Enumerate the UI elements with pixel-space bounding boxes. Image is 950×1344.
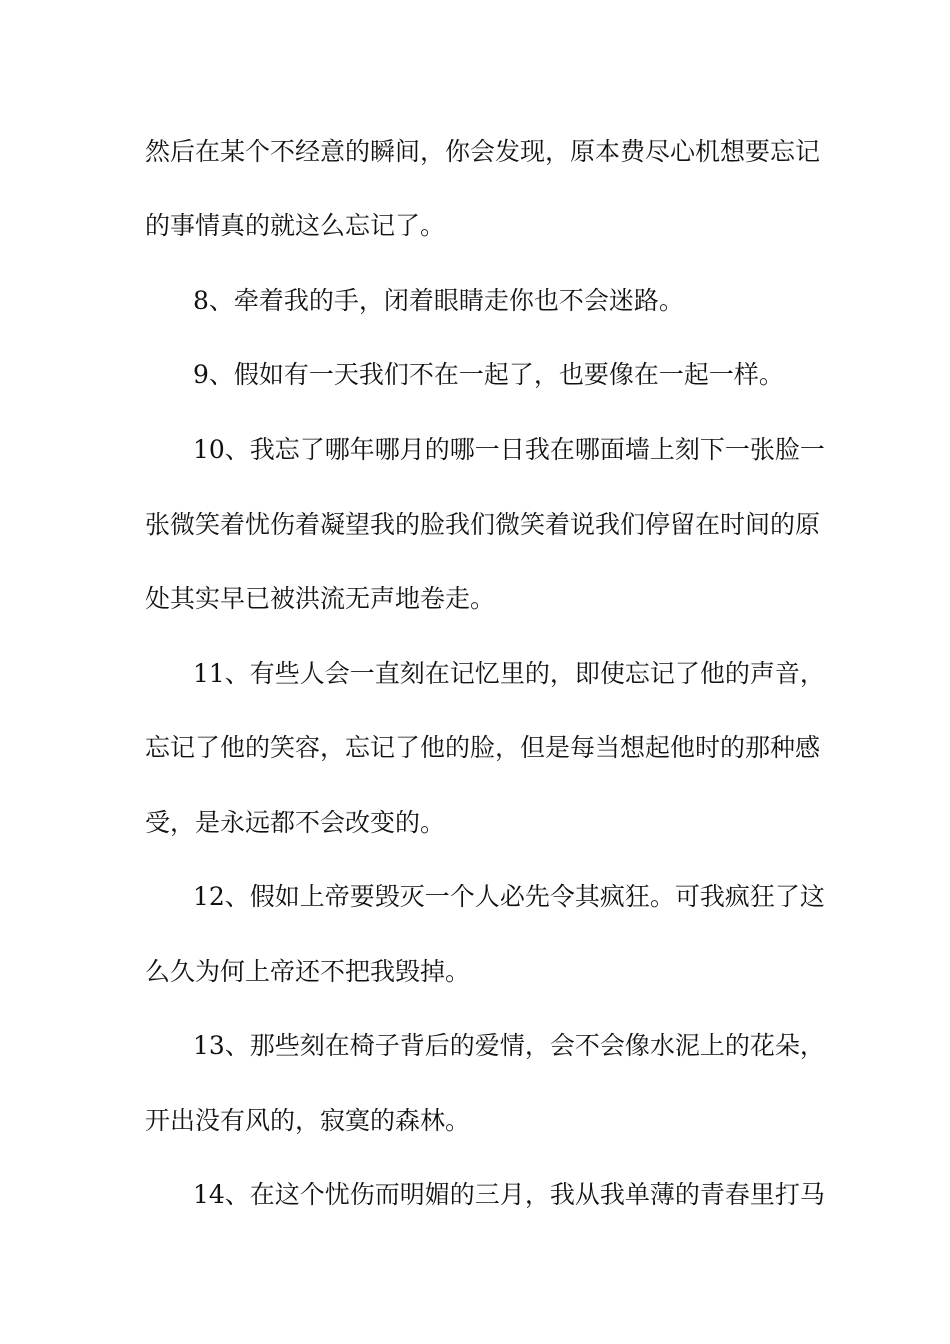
text-line: 8、牵着我的手，闭着眼睛走你也不会迷路。 [193,286,684,315]
text-line: 14、在这个忧伤而明媚的三月，我从我单薄的青春里打马 [193,1180,825,1209]
text-line: 11、有些人会一直刻在记忆里的，即使忘记了他的声音， [193,659,825,688]
text-line: 然后在某个不经意的瞬间，你会发现，原本费尽心机想要忘记 [145,137,821,166]
text-line: 张微笑着忧伤着凝望我的脸我们微笑着说我们停留在时间的原 [145,510,821,539]
text-line: 忘记了他的笑容，忘记了他的脸，但是每当想起他时的那种感 [145,733,821,762]
text-line: 10、我忘了哪年哪月的哪一日我在哪面墙上刻下一张脸一 [193,435,825,464]
text-line: 受，是永远都不会改变的。 [145,808,446,837]
text-line: 12、假如上帝要毁灭一个人必先令其疯狂。可我疯狂了这 [193,882,825,911]
text-line: 13、那些刻在椅子背后的爱情，会不会像水泥上的花朵， [193,1031,825,1060]
text-line: 么久为何上帝还不把我毁掉。 [145,957,471,986]
text-line: 9、假如有一天我们不在一起了，也要像在一起一样。 [193,360,784,389]
text-line: 的事情真的就这么忘记了。 [145,211,446,240]
text-line: 处其实早已被洪流无声地卷走。 [145,584,496,613]
text-line: 开出没有风的，寂寞的森林。 [145,1106,471,1135]
